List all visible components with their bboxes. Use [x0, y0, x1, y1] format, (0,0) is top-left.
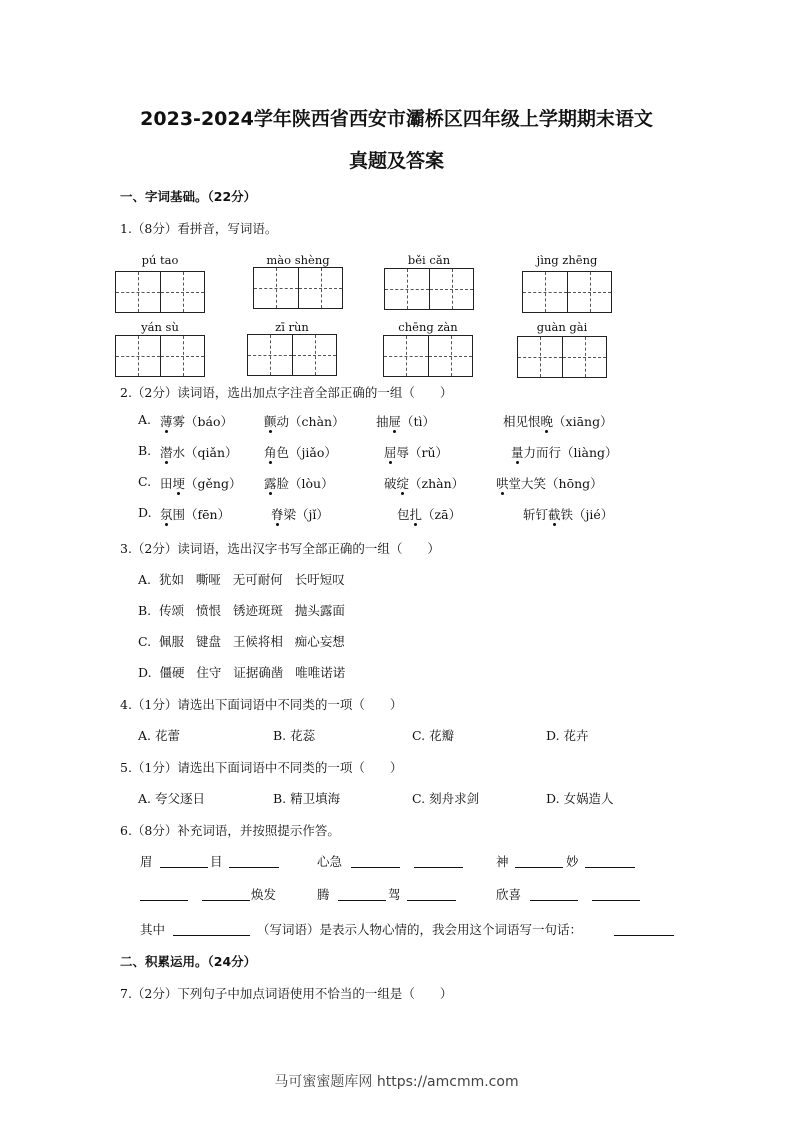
pinyin-2: mào shèng: [266, 253, 330, 267]
q4-option-c: C. 花瓣: [412, 728, 455, 743]
q6-word-blank[interactable]: [173, 921, 250, 936]
pinyin-4: jìng zhēng: [536, 253, 598, 267]
q2-option-a-label: A.: [138, 412, 152, 427]
q1-stem: 1.（8分）看拼音，写词语。: [120, 221, 278, 236]
q2-option-b-label: B.: [138, 443, 152, 458]
q2-c-word1: 田埂（gěng）: [160, 476, 242, 491]
q2-d-word4: 斩钉截铁（jié）: [523, 507, 614, 522]
q2-b-word3: 屈辱（rǔ）: [384, 445, 449, 460]
q6-stem: 6.（8分）补充词语，并按照提示作答。: [120, 823, 340, 838]
pinyin-3: běi cǎn: [407, 253, 451, 267]
pinyin-8: guàn gài: [536, 320, 588, 334]
q6-blank-11[interactable]: [530, 886, 578, 901]
q6-sentence-blank[interactable]: [614, 921, 674, 936]
q2-c-word4: 哄堂大笑（hōng）: [496, 476, 603, 491]
q6-blank-2[interactable]: [229, 853, 279, 868]
q2-d-word1: 氛围（fēn）: [160, 507, 231, 522]
pinyin-5: yán sù: [141, 320, 179, 334]
q6-char-xinji: 心急: [317, 854, 343, 869]
q2-a-word1: 薄雾（báo）: [160, 414, 233, 429]
writing-grid-2: [253, 267, 343, 309]
q6-char-shen: 神: [496, 854, 509, 869]
q2-option-c-label: C.: [138, 474, 152, 489]
q6-char-mei: 眉: [140, 854, 153, 869]
q5-option-d: D. 女娲造人: [546, 791, 614, 806]
q2-a-word2: 颤动（chàn）: [264, 414, 345, 429]
writing-grid-3: [384, 268, 474, 310]
page-title-line1: 2023-2024学年陕西省西安市灞桥区四年级上学期期末语文: [140, 108, 653, 130]
q5-option-a: A. 夸父逐日: [138, 791, 205, 806]
q6-char-teng: 腾: [317, 887, 330, 902]
pinyin-1: pú tao: [141, 253, 179, 267]
q2-a-word4: 相见恨晚（xiāng）: [503, 414, 613, 429]
q2-b-word2: 角色（jiǎo）: [264, 445, 337, 460]
q5-stem: 5.（1分）请选出下面词语中不同类的一项（ ）: [120, 760, 403, 775]
q2-d-word3: 包扎（zā）: [397, 507, 462, 522]
section2-heading: 二、积累运用。（24分）: [120, 954, 257, 969]
writing-grid-7: [383, 335, 473, 377]
section1-heading: 一、字词基础。（22分）: [120, 189, 257, 204]
q2-c-word3: 破绽（zhàn）: [384, 476, 465, 491]
q6-blank-12[interactable]: [592, 886, 640, 901]
q6-blank-7[interactable]: [140, 886, 188, 901]
q6-blank-3[interactable]: [351, 853, 400, 868]
pinyin-7: chēng zàn: [398, 320, 458, 334]
q2-b-word4: 量力而行（liàng）: [511, 445, 618, 460]
q6-char-miao: 妙: [566, 854, 579, 869]
q4-option-a: A. 花蕾: [138, 728, 180, 743]
q6-sentence-prompt: （写词语）是表示人物心情的，我会用这个词语写一句话：: [257, 922, 583, 937]
q6-blank-9[interactable]: [338, 886, 386, 901]
q2-b-word1: 潜水（qiǎn）: [160, 445, 238, 460]
q6-blank-6[interactable]: [585, 853, 635, 868]
q6-blank-8[interactable]: [202, 886, 250, 901]
q5-option-b: B. 精卫填海: [273, 791, 341, 806]
q2-a-word3: 抽屉（tì）: [376, 414, 436, 429]
q3-option-d: D. 僵硬 住守 证据确凿 唯唯诺诺: [138, 665, 346, 680]
q2-d-word2: 脊梁（jǐ）: [271, 507, 329, 522]
q3-option-b: B. 传颂 愤恨 锈迹斑斑 抛头露面: [138, 603, 345, 618]
q6-char-jia: 驾: [388, 887, 401, 902]
writing-grid-5: [115, 335, 205, 377]
q4-option-b: B. 花蕊: [273, 728, 316, 743]
footer-watermark: 马可蜜蜜题库网 https://amcmm.com: [274, 1074, 519, 1090]
q2-option-d-label: D.: [138, 505, 152, 520]
q3-option-c: C. 佩服 键盘 王候将相 痴心妄想: [138, 634, 345, 649]
q3-stem: 3.（2分）读词语，选出汉字书写全部正确的一组（ ）: [120, 541, 440, 556]
q6-blank-5[interactable]: [515, 853, 563, 868]
writing-grid-4: [522, 271, 612, 313]
writing-grid-1: [115, 271, 205, 313]
q6-sentence-prefix: 其中: [140, 922, 166, 937]
q6-char-huanfa: 焕发: [251, 887, 277, 902]
q6-blank-4[interactable]: [414, 853, 463, 868]
q2-stem: 2.（2分）读词语，选出加点字注音全部正确的一组（ ）: [120, 385, 453, 400]
q6-char-xinxi: 欣喜: [496, 887, 522, 902]
pinyin-6: zī rùn: [275, 320, 309, 334]
q6-blank-1[interactable]: [160, 853, 208, 868]
q3-option-a: A. 犹如 嘶哑 无可耐何 长吁短叹: [138, 572, 345, 587]
q2-c-word2: 露脸（lòu）: [264, 476, 334, 491]
q4-option-d: D. 花卉: [546, 728, 589, 743]
writing-grid-8: [517, 336, 607, 378]
q4-stem: 4.（1分）请选出下面词语中不同类的一项（ ）: [120, 697, 403, 712]
q6-char-mu: 目: [210, 854, 223, 869]
q7-stem: 7.（2分）下列句子中加点词语使用不恰当的一组是（ ）: [120, 986, 453, 1001]
page-title-line2: 真题及答案: [348, 150, 444, 172]
q5-option-c: C. 刻舟求剑: [412, 791, 480, 806]
q6-blank-10[interactable]: [407, 886, 456, 901]
writing-grid-6: [247, 334, 337, 376]
